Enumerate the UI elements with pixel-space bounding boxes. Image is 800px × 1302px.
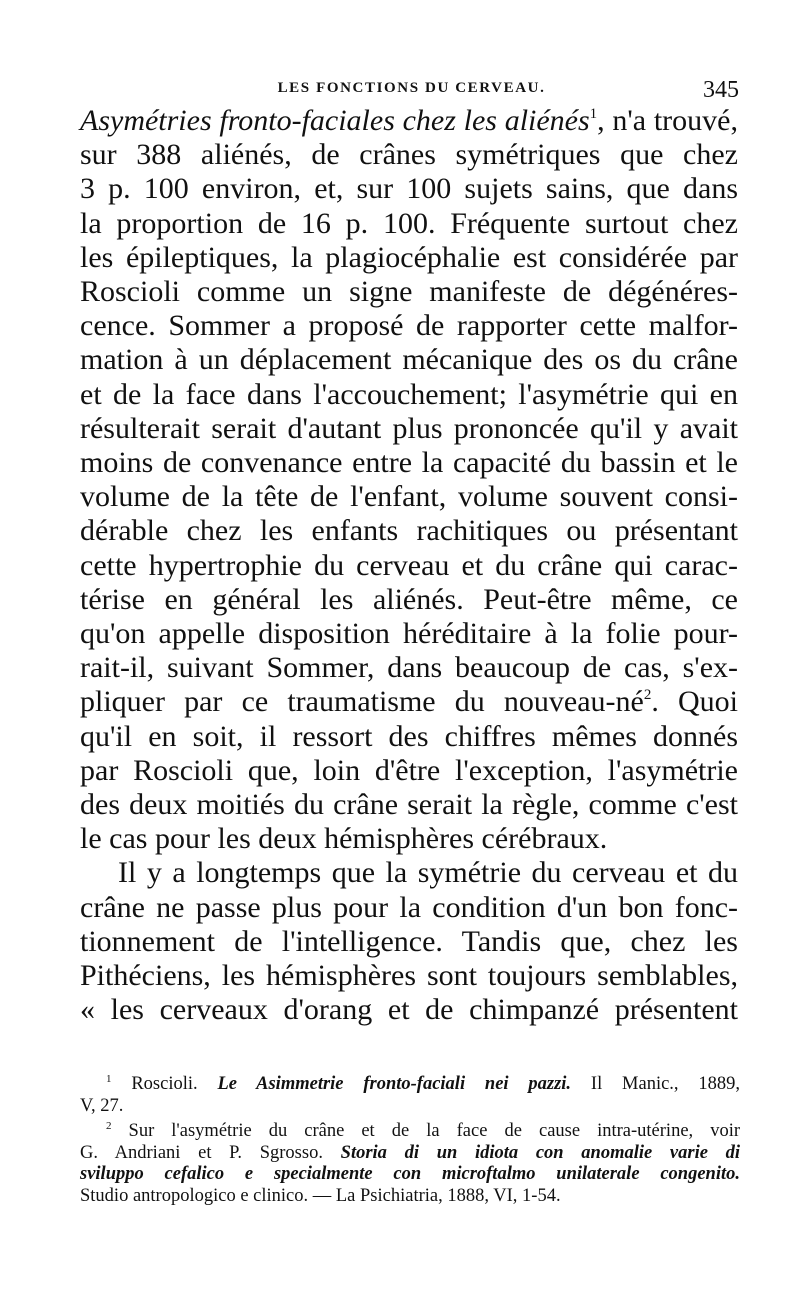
footnote-number: 2 (106, 1120, 112, 1132)
paragraph-1 (80, 104, 738, 856)
footnote-title: Le Asimmetrie fronto-faciali nei pazzi. (217, 1074, 572, 1094)
line-text: pliquer par ce traumatisme du nouveau-né (80, 685, 644, 719)
text-line: et de la face dans l'accouchement; l'asymétrie qui en (80, 377, 738, 411)
text-line: « les cerveaux d'orang et de chimpanzé présentent (80, 993, 738, 1027)
italic-title: Asymétries fronto-faciales chez les aliénés (80, 104, 590, 137)
footnote-line (80, 1074, 740, 1096)
text-line: volume de la tête de l'enfant, volume souvent consi- (80, 480, 738, 514)
footnote-line (80, 1164, 740, 1186)
text-line: Il y a longtemps que la symétrie du cerveau et du (118, 856, 738, 890)
footnote-line: V, 27. (80, 1095, 124, 1116)
page-number: 345 (703, 77, 739, 103)
text-line: térise en général les aliénés. Peut-être même, ce (80, 582, 738, 616)
line-text: . Quoi (651, 685, 739, 719)
text-line: cette hypertrophie du cerveau et du crâne qui carac- (80, 548, 738, 582)
footnote-title: Storia di un idiota con anomalie varie di (340, 1142, 740, 1163)
text-line: tionnement de l'intelligence. Tandis que, chez les (80, 924, 738, 958)
footnote-number: 1 (106, 1073, 112, 1085)
footnotes (80, 1074, 740, 1211)
text-line: cence. Sommer a proposé de rapporter cette malfor- (80, 309, 738, 343)
text-line: la proportion de 16 p. 100. Fréquente surtout chez (80, 206, 738, 240)
text-line (80, 104, 738, 138)
text-line: par Roscioli que, loin d'être l'exception, l'asymétrie (80, 753, 738, 787)
footnote-line (80, 1143, 740, 1165)
footnote-ref: 1 (589, 106, 598, 122)
footnote-1 (80, 1074, 740, 1117)
paragraph-2 (80, 856, 738, 1027)
running-title: LES FONCTIONS DU CERVEAU. (277, 80, 546, 96)
text-line: qu'on appelle disposition héréditaire à la folie pour- (80, 617, 738, 651)
text-line: crâne ne passe plus pour la condition d'un bon fonc- (80, 890, 738, 924)
footnote-2 (80, 1121, 740, 1207)
footnote-line: Studio antropologico e clinico. — La Psichiatria, 1888, VI, 1-54. (80, 1185, 561, 1206)
text-line: mation à un déplacement mécanique des os du crâne (80, 343, 738, 377)
footnote-text: G. Andriani et P. Sgrosso. (80, 1142, 323, 1163)
text-line: résulterait serait d'autant plus prononcée qu'il y avait (80, 411, 738, 445)
text-line: les épileptiques, la plagiocéphalie est considérée par (80, 240, 738, 274)
text-line: le cas pour les deux hémisphères cérébraux. (80, 822, 608, 856)
text-line: dérable chez les enfants rachitiques ou présentant (80, 514, 738, 548)
footnote-author: Roscioli. (131, 1074, 198, 1094)
line-text: , n'a trouvé, (597, 104, 738, 137)
text-line: sur 388 aliénés, de crânes symétriques que chez (80, 138, 738, 172)
text-line: rait-il, suivant Sommer, dans beaucoup de cas, s'ex- (80, 651, 738, 685)
text-line (80, 685, 738, 719)
text-line: 3 p. 100 environ, et, sur 100 sujets sains, que dans (80, 172, 738, 206)
text-line: des deux moitiés du crâne serait la règle, comme c'est (80, 788, 738, 822)
text-line: Pithéciens, les hémisphères sont toujours semblables, (80, 959, 738, 993)
footnote-title: sviluppo cefalico e specialmente con microftalmo unilaterale congenito. (80, 1164, 740, 1184)
footnote-source: Il Manic., 1889, (590, 1074, 741, 1094)
footnote-text: Sur l'asymétrie du crâne et de la face de cause intra-utérine, voir (128, 1121, 741, 1141)
footnote-ref: 2 (643, 687, 652, 704)
text-line: qu'il en soit, il ressort des chiffres mêmes donnés (80, 719, 738, 753)
footnote-line (80, 1121, 740, 1143)
main-text (80, 104, 738, 1027)
text-line: moins de convenance entre la capacité du bassin et le (80, 446, 738, 480)
text-line: Roscioli comme un signe manifeste de dégénéres- (80, 275, 738, 309)
